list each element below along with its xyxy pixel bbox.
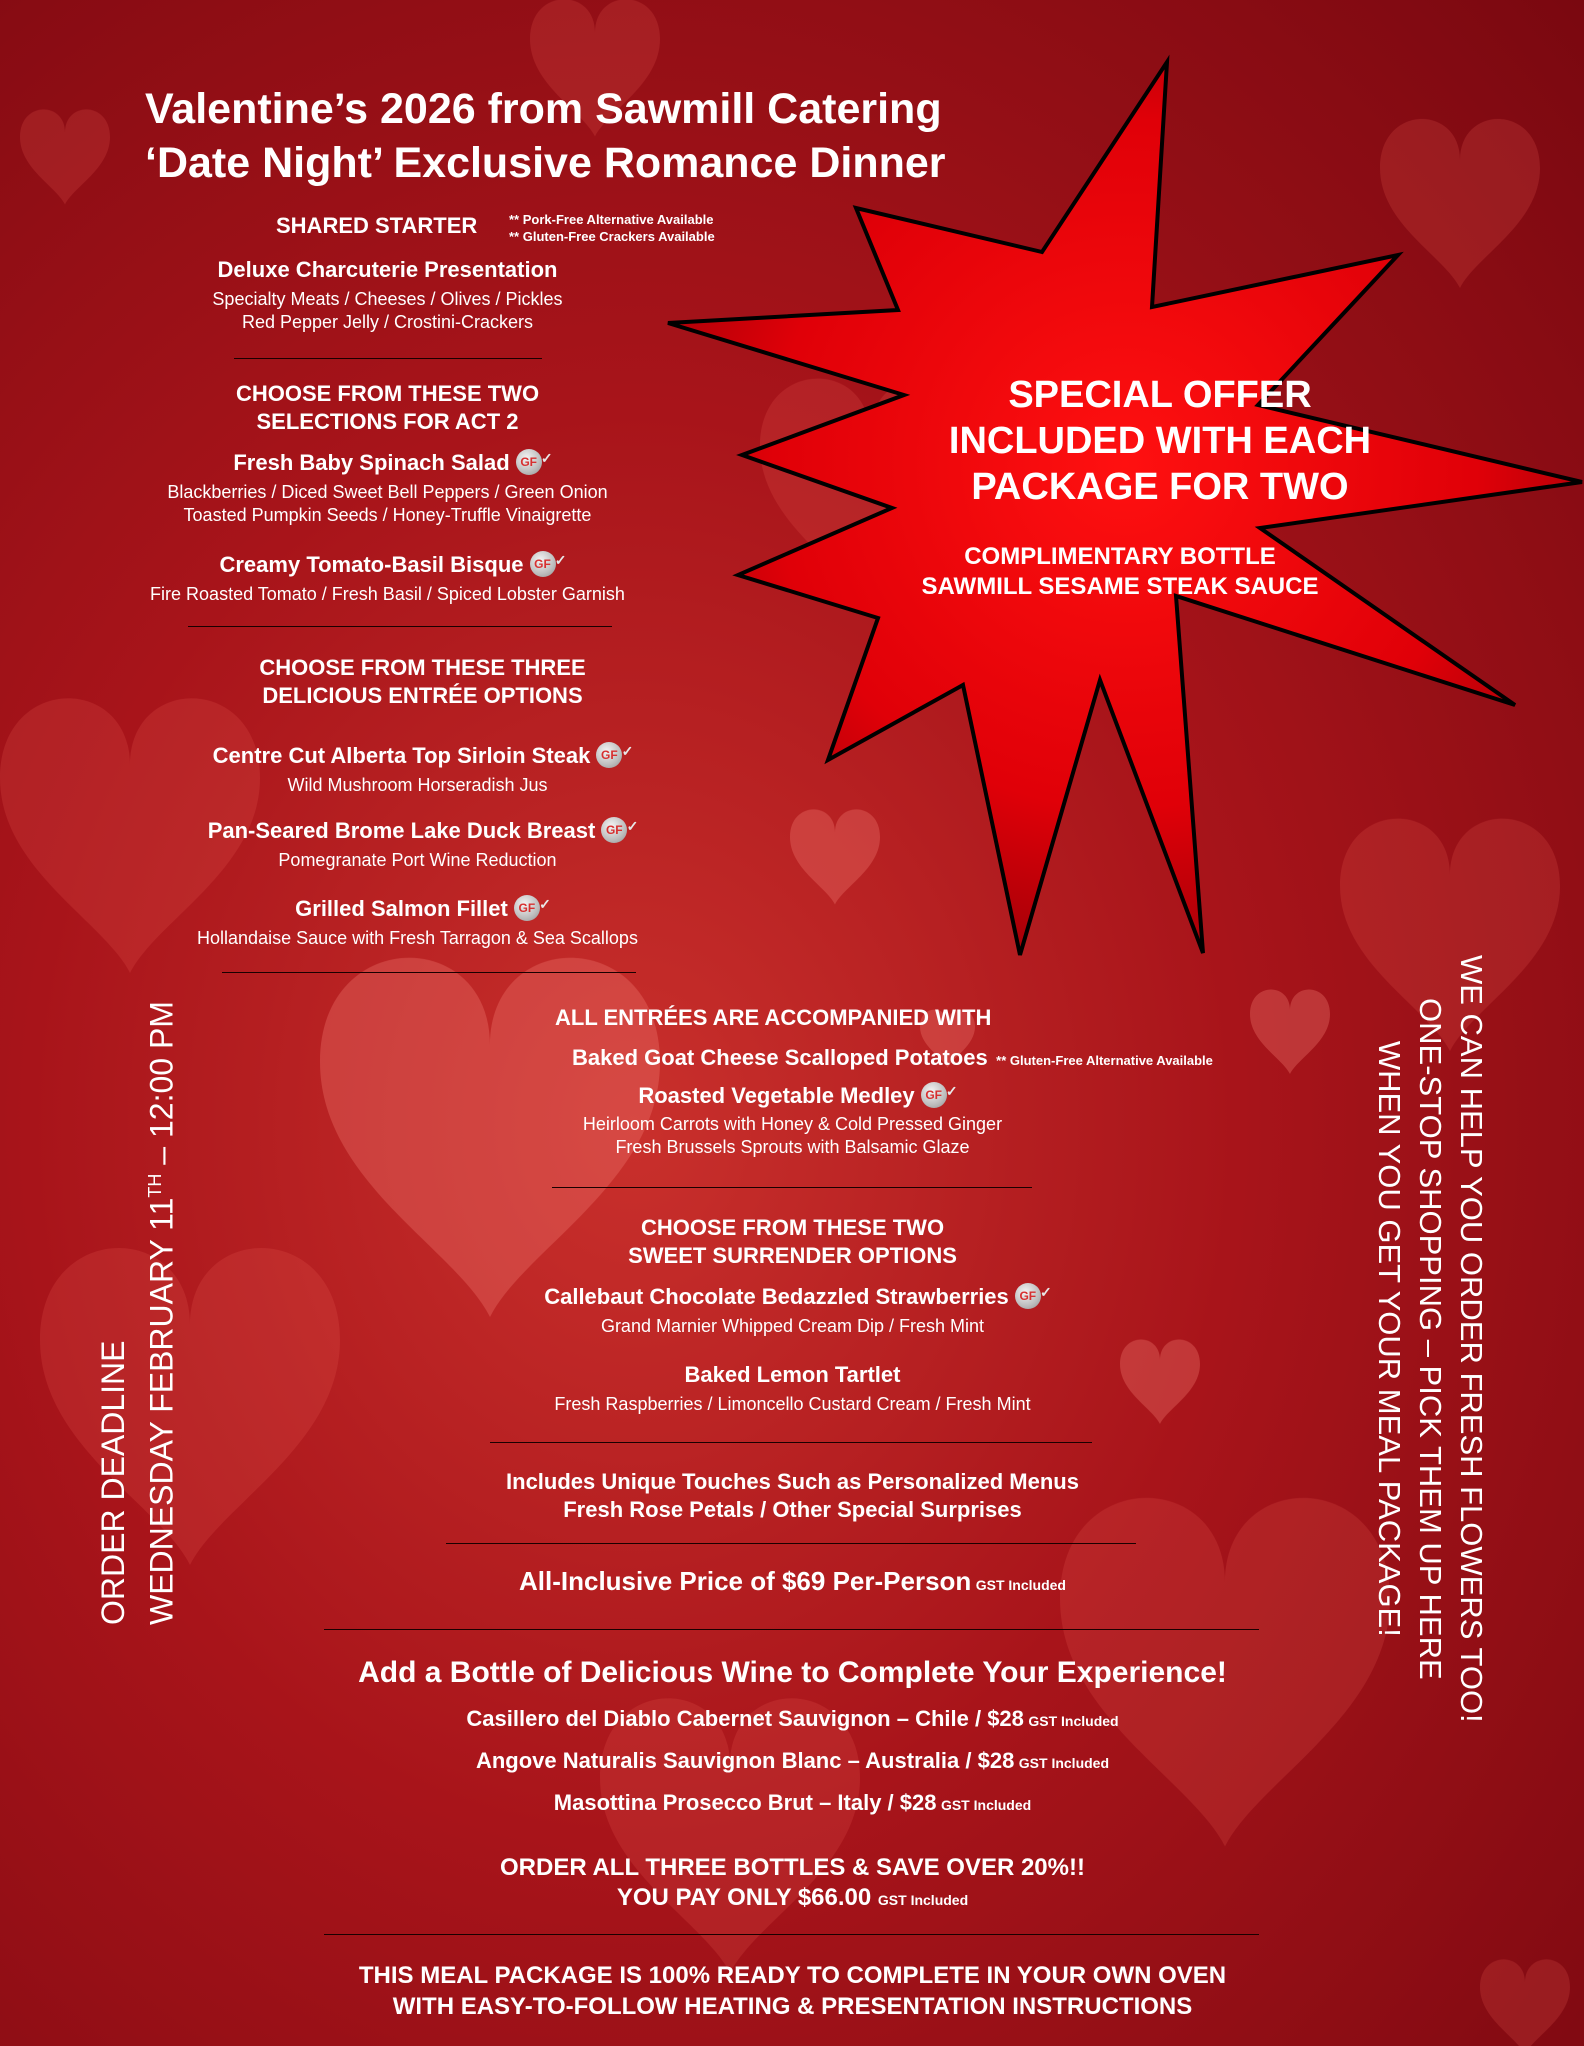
order-deadline [92, 1001, 183, 1625]
gluten-free-icon: GF ✓ [921, 1082, 947, 1108]
item-desc: Grand Marnier Whipped Cream Dip / Fresh Mint [600, 1316, 985, 1336]
starter-heading: SHARED STARTER [276, 213, 478, 238]
item-name: Creamy Tomato-Basil Bisque [219, 552, 524, 577]
wine-gst: GST Included [1028, 1713, 1119, 1729]
divider [234, 358, 542, 359]
item-desc: Heirloom Carrots with Honey & Cold Pressed Ginger [582, 1114, 1003, 1134]
touches-line2: Fresh Rose Petals / Other Special Surprises [563, 1497, 1022, 1522]
flowers-line2: ONE-STOP SHOPPING – PICK THEM UP HERE [1413, 998, 1448, 1680]
wine-heading: Add a Bottle of Delicious Wine to Complete Your Experience! [358, 1656, 1227, 1689]
gluten-free-icon: GF ✓ [530, 551, 556, 577]
act2-heading2: SELECTIONS FOR ACT 2 [256, 409, 519, 434]
starter-note-gluten: ** Gluten-Free Crackers Available [509, 229, 715, 244]
gluten-free-icon: GF ✓ [516, 449, 542, 475]
gluten-free-icon: GF ✓ [1015, 1283, 1041, 1309]
gluten-free-icon: GF ✓ [514, 895, 540, 921]
special-offer-line3: PACKAGE FOR TWO [971, 466, 1349, 508]
special-offer-sub2: SAWMILL SESAME STEAK SAUCE [921, 573, 1319, 600]
wine-gst: GST Included [1018, 1755, 1110, 1771]
wine-bundle-line2: YOU PAY ONLY $66.00 [616, 1884, 872, 1911]
dessert-item-tartlet: Baked Lemon Tartlet [684, 1362, 901, 1387]
item-name: Fresh Baby Spinach Salad [233, 450, 510, 475]
sides-item-vegetables [520, 1081, 1065, 1111]
starter-note-pork: ** Pork-Free Alternative Available [509, 212, 714, 227]
gluten-free-icon: GF ✓ [596, 742, 622, 768]
divider [490, 1442, 1092, 1443]
act2-heading1: CHOOSE FROM THESE TWO [235, 381, 540, 406]
price-gst: GST Included [975, 1577, 1066, 1593]
wine-bundle-line1: ORDER ALL THREE BOTTLES & SAVE OVER 20%!! [500, 1854, 1085, 1881]
title-line1: Valentine’s 2026 from Sawmill Catering [145, 85, 942, 133]
item-name: Callebaut Chocolate Bedazzled Strawberries [544, 1284, 1009, 1309]
flowers-line1: WE CAN HELP YOU ORDER FRESH FLOWERS TOO! [1454, 955, 1489, 1723]
wine-bundle-gst: GST Included [877, 1892, 969, 1908]
special-offer-sub1: COMPLIMENTARY BOTTLE [964, 543, 1276, 570]
flowers-notice [1369, 955, 1492, 1723]
dessert-item-strawberries [470, 1282, 1115, 1312]
wine-item-sauvignon-blanc: Angove Naturalis Sauvignon Blanc – Australia / $28 [475, 1748, 1015, 1773]
item-desc: Toasted Pumpkin Seeds / Honey-Truffle Vinaigrette [183, 505, 592, 525]
special-offer-line2: INCLUDED WITH EACH [948, 420, 1372, 462]
entree-item-steak [130, 741, 705, 771]
divider [446, 1543, 1136, 1544]
touches-line1: Includes Unique Touches Such as Personalized Menus [506, 1469, 1079, 1494]
starter-name: Deluxe Charcuterie Presentation [217, 257, 558, 282]
price-text: All-Inclusive Price of $69 Per-Person [519, 1566, 972, 1596]
item-name: Centre Cut Alberta Top Sirloin Steak [212, 743, 591, 768]
wine-item-cabernet: Casillero del Diablo Cabernet Sauvignon – Chile / $28 [466, 1706, 1024, 1731]
item-desc: Pomegranate Port Wine Reduction [278, 850, 557, 870]
sides-heading: ALL ENTRÉES ARE ACCOMPANIED WITH [555, 1005, 992, 1030]
sides-item-potatoes-note: ** Gluten-Free Alternative Available [996, 1053, 1213, 1068]
footer-line2: WITH EASY-TO-FOLLOW HEATING & PRESENTATION INSTRUCTIONS [392, 1993, 1193, 2020]
act2-item-bisque [100, 550, 675, 580]
entrees-heading1: CHOOSE FROM THESE THREE [259, 655, 586, 680]
starter-desc2: Red Pepper Jelly / Crostini-Crackers [241, 312, 534, 332]
divider [552, 1187, 1032, 1188]
desserts-heading1: CHOOSE FROM THESE TWO [640, 1215, 945, 1240]
wine-item-prosecco: Masottina Prosecco Brut – Italy / $28 [553, 1790, 937, 1815]
deadline-line1: ORDER DEADLINE [95, 1340, 131, 1625]
wine-gst: GST Included [940, 1797, 1032, 1813]
deadline-line2: WEDNESDAY FEBRUARY 11TH – 12:00 PM [143, 1001, 180, 1625]
title-line2: ‘Date Night’ Exclusive Romance Dinner [145, 139, 946, 187]
item-desc: Wild Mushroom Horseradish Jus [287, 775, 548, 795]
gluten-free-icon: GF ✓ [601, 817, 627, 843]
sides-item-potatoes: Baked Goat Cheese Scalloped Potatoes [572, 1045, 988, 1070]
flowers-line3: WHEN YOU GET YOUR MEAL PACKAGE! [1372, 1040, 1407, 1637]
divider [324, 1629, 1259, 1630]
desserts-heading2: SWEET SURRENDER OPTIONS [628, 1243, 957, 1268]
footer-line1: THIS MEAL PACKAGE IS 100% READY TO COMPLETE IN YOUR OWN OVEN [358, 1962, 1227, 1989]
item-name: Grilled Salmon Fillet [295, 896, 508, 921]
starter-desc1: Specialty Meats / Cheeses / Olives / Pickles [212, 289, 563, 309]
entrees-heading2: DELICIOUS ENTRÉE OPTIONS [262, 683, 583, 708]
item-desc: Blackberries / Diced Sweet Bell Peppers / Green Onion [167, 482, 608, 502]
item-desc: Fresh Raspberries / Limoncello Custard Cream / Fresh Mint [554, 1394, 1031, 1414]
divider [188, 626, 612, 627]
act2-item-spinach [100, 448, 675, 478]
item-name: Pan-Seared Brome Lake Duck Breast [207, 818, 596, 843]
item-desc: Fire Roasted Tomato / Fresh Basil / Spiced Lobster Garnish [150, 584, 625, 604]
item-desc: Fresh Brussels Sprouts with Balsamic Glaze [615, 1137, 970, 1157]
divider [324, 1934, 1259, 1935]
entree-item-salmon [130, 894, 705, 924]
special-offer-line1: SPECIAL OFFER [1008, 374, 1312, 416]
item-name: Roasted Vegetable Medley [638, 1083, 915, 1108]
item-desc: Hollandaise Sauce with Fresh Tarragon & Sea Scallops [197, 928, 638, 948]
divider [222, 972, 636, 973]
entree-item-duck [130, 816, 705, 846]
